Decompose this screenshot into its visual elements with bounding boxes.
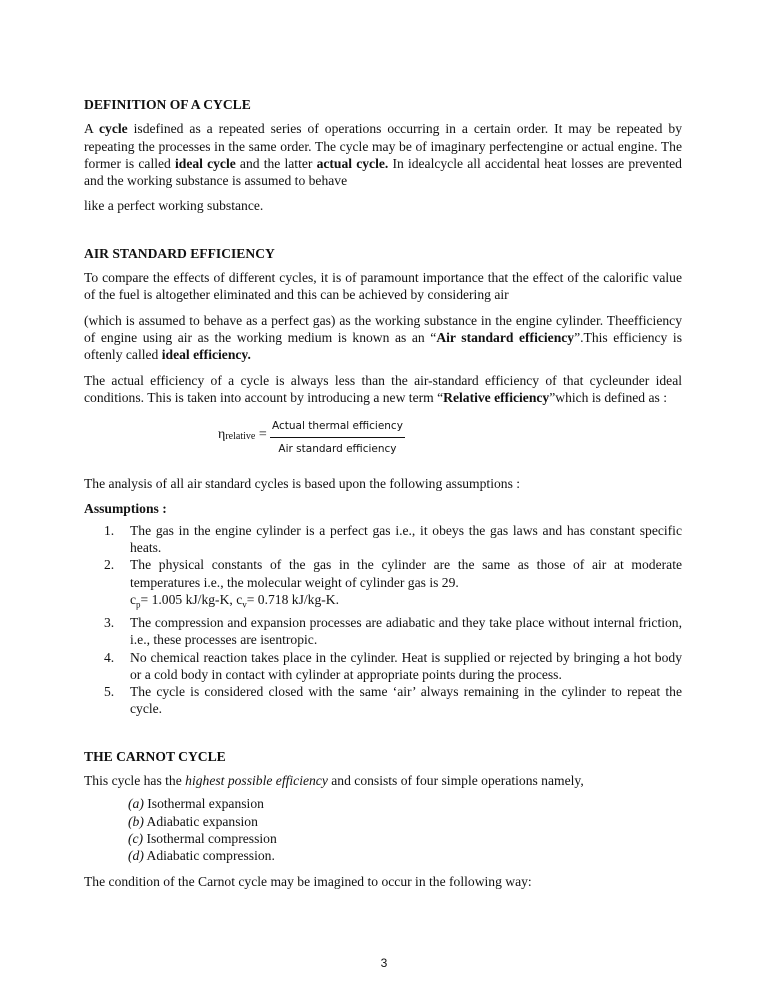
formula-numerator: Actual thermal efficiency	[270, 418, 405, 438]
assumptions-list	[84, 522, 682, 718]
paragraph-air-standard-2: (which is assumed to behave as a perfect gas) as the working substance in the engine cylinder. Theefficiency of engine using air as the working medium is known as an “Air standard efficiency”.This efficiency is oftenly called ideal efficiency.	[84, 312, 683, 363]
document-page	[84, 96, 682, 890]
list-item: 5. The cycle is considered closed with the same ‘air’ always remaining in the cylinder to repeat the cycle.	[104, 684, 682, 717]
list-item: 2. The physical constants of the gas in the cylinder are the same as those of air at moderate temperatures i.e., the molecular weight of cylinder gas is 29. $c_p= 1.005$ kJ/kg-K, $c_v= 0.718$ kJ/kg-K.	[104, 557, 682, 610]
list-item: (d) Adiabatic compression.	[128, 848, 275, 864]
list-item: 1. The gas in the engine cylinder is a perfect gas i.e., it obeys the gas laws and has constant specific heats.	[104, 522, 682, 556]
paragraph-air-standard-1: To compare the effects of different cycles, it is of paramount importance that the effect of the calorific value of the fuel is altogether eliminated and this can be achieved by considering air	[84, 270, 682, 303]
paragraph-carnot-intro: This cycle has the highest possible efficiency and consists of four simple operations namely,	[84, 773, 584, 789]
list-item: (c) Isothermal compression	[128, 830, 277, 846]
formula-fraction	[270, 418, 405, 459]
section-heading-air-standard: AIR STANDARD EFFICIENCY	[84, 245, 275, 261]
paragraph-assumptions-intro: The analysis of all air standard cycles is based upon the following assumptions :	[84, 476, 521, 492]
list-item: (a) Isothermal expansion	[128, 796, 264, 812]
list-item: (b) Adiabatic expansion	[128, 813, 258, 829]
relative-efficiency-formula	[84, 412, 682, 472]
section-heading-carnot: THE CARNOT CYCLE	[84, 748, 226, 764]
page-number: 3	[380, 956, 388, 970]
list-item: 4. No chemical reaction takes place in the cylinder. Heat is supplied or rejected by bringing a hot body or a cold body in contact with cylinder at appropriate points during the process.	[104, 649, 682, 682]
carnot-operations-list	[84, 795, 682, 864]
paragraph-carnot-condition: The condition of the Carnot cycle may be imagined to occur in the following way:	[84, 873, 532, 889]
paragraph-cycle-definition: A cycle isdefined as a repeated series of operations occurring in a certain order. It may be repeated by repeating the processes in the same order. The cycle may be of imaginary perfectengine or actual engine. The former is called ideal cycle and the latter actual cycle. In idealcycle all accidental heat losses are prevented and the working substance is assumed to behave	[84, 121, 682, 189]
specific-heat-values: $c_p= 1.005$ kJ/kg-K, $c_v= 0.718$ kJ/kg-K.	[130, 591, 339, 610]
formula-denominator: Air standard efficiency	[278, 443, 397, 456]
paragraph-cycle-continued: like a perfect working substance.	[84, 198, 264, 214]
formula-lhs: $\eta_{relative}$ =	[218, 427, 267, 443]
section-heading-definition: DEFINITION OF A CYCLE	[84, 97, 251, 112]
assumptions-heading: Assumptions :	[84, 501, 167, 517]
list-item: 3. The compression and expansion processes are adiabatic and they take place without internal friction, i.e., these processes are isentropic.	[104, 614, 682, 648]
paragraph-relative-efficiency: The actual efficiency of a cycle is always less than the air-standard efficiency of that cycleunder ideal conditions. This is taken into account by introducing a new term “Relative efficiency”which is defined as :	[84, 372, 682, 405]
